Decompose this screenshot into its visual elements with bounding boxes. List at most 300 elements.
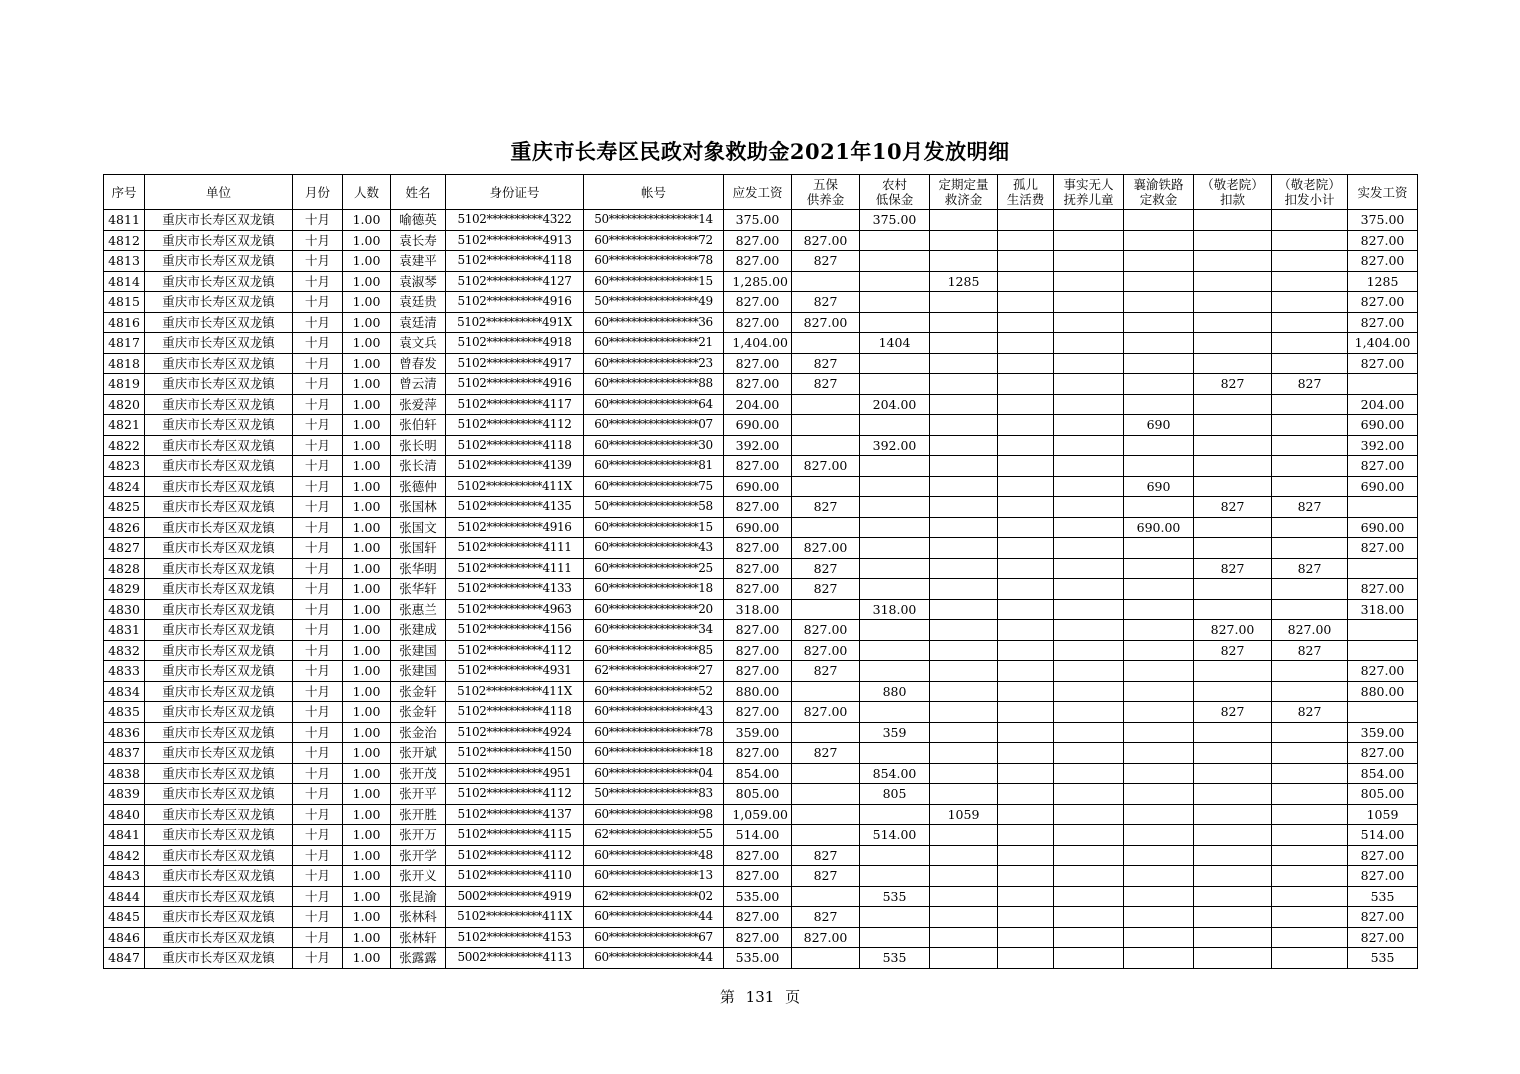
cell-dibao bbox=[860, 661, 930, 682]
cell-index: 4838 bbox=[104, 763, 145, 784]
cell-account: 60****************43 bbox=[584, 538, 724, 559]
cell-id-number: 5102**********4111 bbox=[446, 558, 584, 579]
cell-wage-paid: 827.00 bbox=[1348, 927, 1418, 948]
cell-dibao bbox=[860, 579, 930, 600]
cell-orphan bbox=[998, 210, 1054, 231]
cell-wubao bbox=[792, 722, 860, 743]
table-row bbox=[104, 456, 1418, 477]
cell-nursing-deduction bbox=[1194, 743, 1272, 764]
cell-account: 60****************85 bbox=[584, 640, 724, 661]
table-row bbox=[104, 866, 1418, 887]
cell-count: 1.00 bbox=[343, 886, 391, 907]
cell-account: 60****************81 bbox=[584, 456, 724, 477]
cell-index: 4822 bbox=[104, 435, 145, 456]
cell-index: 4827 bbox=[104, 538, 145, 559]
cell-account: 62****************02 bbox=[584, 886, 724, 907]
cell-month: 十月 bbox=[293, 620, 343, 641]
cell-name: 张金治 bbox=[391, 722, 446, 743]
cell-wage-due: 1,285.00 bbox=[724, 271, 792, 292]
cell-orphan bbox=[998, 353, 1054, 374]
cell-wage-due: 827.00 bbox=[724, 312, 792, 333]
cell-dingqi bbox=[930, 722, 998, 743]
table-row bbox=[104, 927, 1418, 948]
cell-xiangyu bbox=[1124, 497, 1194, 518]
cell-nursing-deduction: 827 bbox=[1194, 702, 1272, 723]
header-line1: 人数 bbox=[353, 184, 379, 200]
cell-xiangyu bbox=[1124, 456, 1194, 477]
cell-id-number: 5102**********4963 bbox=[446, 599, 584, 620]
cell-wage-due: 827.00 bbox=[724, 907, 792, 928]
cell-wage-due: 827.00 bbox=[724, 845, 792, 866]
cell-dingqi bbox=[930, 845, 998, 866]
cell-count: 1.00 bbox=[343, 640, 391, 661]
cell-dingqi bbox=[930, 784, 998, 805]
cell-id-number: 5002**********4113 bbox=[446, 948, 584, 969]
cell-dibao: 359 bbox=[860, 722, 930, 743]
cell-count: 1.00 bbox=[343, 394, 391, 415]
cell-id-number: 5102**********4150 bbox=[446, 743, 584, 764]
cell-month: 十月 bbox=[293, 702, 343, 723]
cell-month: 十月 bbox=[293, 435, 343, 456]
cell-index: 4818 bbox=[104, 353, 145, 374]
cell-unit: 重庆市长寿区双龙镇 bbox=[145, 804, 293, 825]
cell-id-number: 5102**********4118 bbox=[446, 702, 584, 723]
cell-orphan bbox=[998, 681, 1054, 702]
cell-unit: 重庆市长寿区双龙镇 bbox=[145, 374, 293, 395]
cell-xiangyu bbox=[1124, 271, 1194, 292]
cell-wage-due: 392.00 bbox=[724, 435, 792, 456]
cell-dingqi bbox=[930, 435, 998, 456]
cell-orphan bbox=[998, 743, 1054, 764]
cell-nursing-subtotal bbox=[1272, 476, 1348, 497]
cell-orphan bbox=[998, 476, 1054, 497]
cell-nursing-deduction bbox=[1194, 230, 1272, 251]
cell-wubao bbox=[792, 948, 860, 969]
cell-count: 1.00 bbox=[343, 312, 391, 333]
cell-unsupported-child bbox=[1054, 271, 1124, 292]
cell-unsupported-child bbox=[1054, 558, 1124, 579]
cell-month: 十月 bbox=[293, 456, 343, 477]
cell-xiangyu bbox=[1124, 763, 1194, 784]
cell-wage-paid: 535 bbox=[1348, 886, 1418, 907]
cell-dibao bbox=[860, 702, 930, 723]
cell-wubao bbox=[792, 415, 860, 436]
cell-orphan bbox=[998, 415, 1054, 436]
header-col-unit bbox=[145, 175, 293, 210]
cell-wage-paid: 318.00 bbox=[1348, 599, 1418, 620]
footer-prefix: 第 bbox=[719, 988, 735, 1006]
cell-id-number: 5102**********4112 bbox=[446, 415, 584, 436]
table-row bbox=[104, 353, 1418, 374]
cell-unit: 重庆市长寿区双龙镇 bbox=[145, 763, 293, 784]
header-col-dingqi bbox=[930, 175, 998, 210]
cell-nursing-subtotal: 827 bbox=[1272, 497, 1348, 518]
cell-id-number: 5102**********4931 bbox=[446, 661, 584, 682]
cell-name: 张林科 bbox=[391, 907, 446, 928]
cell-wubao: 827.00 bbox=[792, 312, 860, 333]
cell-index: 4828 bbox=[104, 558, 145, 579]
cell-count: 1.00 bbox=[343, 497, 391, 518]
cell-count: 1.00 bbox=[343, 763, 391, 784]
cell-wubao: 827 bbox=[792, 866, 860, 887]
table-row bbox=[104, 374, 1418, 395]
cell-month: 十月 bbox=[293, 271, 343, 292]
cell-xiangyu: 690.00 bbox=[1124, 517, 1194, 538]
cell-month: 十月 bbox=[293, 517, 343, 538]
cell-orphan bbox=[998, 866, 1054, 887]
cell-account: 50****************49 bbox=[584, 292, 724, 313]
cell-xiangyu bbox=[1124, 927, 1194, 948]
cell-wubao: 827.00 bbox=[792, 456, 860, 477]
cell-month: 十月 bbox=[293, 558, 343, 579]
cell-account: 60****************78 bbox=[584, 722, 724, 743]
cell-wage-due: 318.00 bbox=[724, 599, 792, 620]
cell-count: 1.00 bbox=[343, 722, 391, 743]
cell-unsupported-child bbox=[1054, 599, 1124, 620]
cell-wubao bbox=[792, 886, 860, 907]
cell-name: 曾春发 bbox=[391, 353, 446, 374]
table-row bbox=[104, 845, 1418, 866]
cell-nursing-deduction bbox=[1194, 271, 1272, 292]
cell-dibao bbox=[860, 271, 930, 292]
cell-dibao: 514.00 bbox=[860, 825, 930, 846]
cell-index: 4813 bbox=[104, 251, 145, 272]
cell-nursing-subtotal bbox=[1272, 456, 1348, 477]
cell-dingqi bbox=[930, 866, 998, 887]
cell-unit: 重庆市长寿区双龙镇 bbox=[145, 825, 293, 846]
header-line1: 五保 bbox=[812, 177, 838, 192]
cell-unit: 重庆市长寿区双龙镇 bbox=[145, 886, 293, 907]
cell-wage-paid: 690.00 bbox=[1348, 517, 1418, 538]
header-line2: 抚养儿童 bbox=[1063, 192, 1114, 207]
cell-index: 4821 bbox=[104, 415, 145, 436]
cell-wage-due: 827.00 bbox=[724, 374, 792, 395]
cell-orphan bbox=[998, 825, 1054, 846]
cell-month: 十月 bbox=[293, 374, 343, 395]
cell-id-number: 5002**********4919 bbox=[446, 886, 584, 907]
cell-unit: 重庆市长寿区双龙镇 bbox=[145, 640, 293, 661]
cell-wage-paid: 827.00 bbox=[1348, 456, 1418, 477]
cell-wage-paid bbox=[1348, 640, 1418, 661]
cell-wubao: 827.00 bbox=[792, 538, 860, 559]
cell-wage-due: 827.00 bbox=[724, 230, 792, 251]
cell-wage-due: 1,404.00 bbox=[724, 333, 792, 354]
cell-wubao: 827 bbox=[792, 353, 860, 374]
cell-unit: 重庆市长寿区双龙镇 bbox=[145, 866, 293, 887]
cell-nursing-subtotal bbox=[1272, 415, 1348, 436]
cell-wubao: 827.00 bbox=[792, 620, 860, 641]
cell-unsupported-child bbox=[1054, 825, 1124, 846]
cell-unsupported-child bbox=[1054, 620, 1124, 641]
cell-wage-paid: 535 bbox=[1348, 948, 1418, 969]
cell-unit: 重庆市长寿区双龙镇 bbox=[145, 333, 293, 354]
cell-name: 袁文兵 bbox=[391, 333, 446, 354]
cell-unit: 重庆市长寿区双龙镇 bbox=[145, 681, 293, 702]
table-row bbox=[104, 948, 1418, 969]
cell-unit: 重庆市长寿区双龙镇 bbox=[145, 517, 293, 538]
cell-account: 60****************98 bbox=[584, 804, 724, 825]
cell-wage-due: 827.00 bbox=[724, 353, 792, 374]
cell-unit: 重庆市长寿区双龙镇 bbox=[145, 722, 293, 743]
cell-dibao: 880 bbox=[860, 681, 930, 702]
cell-dingqi bbox=[930, 681, 998, 702]
cell-unsupported-child bbox=[1054, 251, 1124, 272]
cell-xiangyu bbox=[1124, 599, 1194, 620]
cell-wage-paid: 827.00 bbox=[1348, 538, 1418, 559]
cell-orphan bbox=[998, 886, 1054, 907]
cell-unit: 重庆市长寿区双龙镇 bbox=[145, 456, 293, 477]
cell-dingqi bbox=[930, 558, 998, 579]
cell-nursing-deduction bbox=[1194, 948, 1272, 969]
cell-id-number: 5102**********4913 bbox=[446, 230, 584, 251]
cell-unit: 重庆市长寿区双龙镇 bbox=[145, 415, 293, 436]
cell-month: 十月 bbox=[293, 927, 343, 948]
cell-dingqi bbox=[930, 394, 998, 415]
cell-index: 4841 bbox=[104, 825, 145, 846]
cell-account: 60****************15 bbox=[584, 517, 724, 538]
cell-wubao: 827 bbox=[792, 907, 860, 928]
header-col-wage-paid bbox=[1348, 175, 1418, 210]
cell-wage-due: 880.00 bbox=[724, 681, 792, 702]
cell-nursing-subtotal bbox=[1272, 292, 1348, 313]
cell-xiangyu bbox=[1124, 394, 1194, 415]
cell-index: 4842 bbox=[104, 845, 145, 866]
cell-dibao: 535 bbox=[860, 886, 930, 907]
cell-wubao bbox=[792, 599, 860, 620]
cell-dingqi bbox=[930, 230, 998, 251]
cell-account: 60****************52 bbox=[584, 681, 724, 702]
cell-index: 4844 bbox=[104, 886, 145, 907]
cell-nursing-deduction bbox=[1194, 251, 1272, 272]
cell-account: 60****************88 bbox=[584, 374, 724, 395]
cell-unsupported-child bbox=[1054, 702, 1124, 723]
page-number: 131 bbox=[745, 988, 775, 1006]
cell-month: 十月 bbox=[293, 743, 343, 764]
cell-dingqi bbox=[930, 640, 998, 661]
cell-wage-paid: 375.00 bbox=[1348, 210, 1418, 231]
cell-account: 60****************18 bbox=[584, 579, 724, 600]
cell-wage-paid: 204.00 bbox=[1348, 394, 1418, 415]
cell-nursing-deduction bbox=[1194, 661, 1272, 682]
cell-month: 十月 bbox=[293, 661, 343, 682]
cell-dingqi bbox=[930, 415, 998, 436]
cell-month: 十月 bbox=[293, 907, 343, 928]
cell-id-number: 5102**********411X bbox=[446, 907, 584, 928]
cell-unit: 重庆市长寿区双龙镇 bbox=[145, 271, 293, 292]
header-col-orphan bbox=[998, 175, 1054, 210]
cell-index: 4840 bbox=[104, 804, 145, 825]
cell-name: 张国文 bbox=[391, 517, 446, 538]
cell-account: 60****************64 bbox=[584, 394, 724, 415]
header-col-count bbox=[343, 175, 391, 210]
cell-dingqi bbox=[930, 333, 998, 354]
cell-count: 1.00 bbox=[343, 292, 391, 313]
cell-month: 十月 bbox=[293, 579, 343, 600]
table-row bbox=[104, 907, 1418, 928]
table-row bbox=[104, 702, 1418, 723]
cell-account: 62****************27 bbox=[584, 661, 724, 682]
cell-nursing-subtotal bbox=[1272, 681, 1348, 702]
cell-month: 十月 bbox=[293, 415, 343, 436]
cell-wubao bbox=[792, 763, 860, 784]
cell-nursing-deduction bbox=[1194, 804, 1272, 825]
cell-name: 张长清 bbox=[391, 456, 446, 477]
page-title: 重庆市长寿区民政对象救助金2021年10月发放明细 bbox=[510, 139, 1010, 164]
cell-nursing-deduction bbox=[1194, 353, 1272, 374]
cell-unsupported-child bbox=[1054, 456, 1124, 477]
cell-xiangyu bbox=[1124, 845, 1194, 866]
cell-nursing-subtotal bbox=[1272, 661, 1348, 682]
header-line2: 生活费 bbox=[1006, 192, 1045, 207]
table-row bbox=[104, 558, 1418, 579]
header-line1: （敬老院） bbox=[1278, 177, 1341, 192]
cell-dibao bbox=[860, 866, 930, 887]
cell-month: 十月 bbox=[293, 866, 343, 887]
cell-dibao bbox=[860, 353, 930, 374]
header-line1: 序号 bbox=[111, 184, 137, 200]
cell-xiangyu bbox=[1124, 374, 1194, 395]
cell-orphan bbox=[998, 702, 1054, 723]
cell-nursing-subtotal bbox=[1272, 599, 1348, 620]
cell-xiangyu bbox=[1124, 948, 1194, 969]
cell-wage-due: 827.00 bbox=[724, 558, 792, 579]
cell-xiangyu bbox=[1124, 804, 1194, 825]
cell-nursing-subtotal bbox=[1272, 743, 1348, 764]
cell-nursing-deduction bbox=[1194, 866, 1272, 887]
cell-wage-paid: 1285 bbox=[1348, 271, 1418, 292]
cell-unit: 重庆市长寿区双龙镇 bbox=[145, 353, 293, 374]
cell-id-number: 5102**********4112 bbox=[446, 845, 584, 866]
cell-xiangyu bbox=[1124, 886, 1194, 907]
cell-wage-due: 535.00 bbox=[724, 886, 792, 907]
cell-account: 60****************20 bbox=[584, 599, 724, 620]
cell-id-number: 5102**********4153 bbox=[446, 927, 584, 948]
cell-unit: 重庆市长寿区双龙镇 bbox=[145, 538, 293, 559]
cell-dibao: 1404 bbox=[860, 333, 930, 354]
cell-id-number: 5102**********4924 bbox=[446, 722, 584, 743]
cell-nursing-subtotal bbox=[1272, 866, 1348, 887]
cell-unsupported-child bbox=[1054, 804, 1124, 825]
cell-dingqi bbox=[930, 763, 998, 784]
cell-nursing-deduction bbox=[1194, 907, 1272, 928]
cell-wage-due: 827.00 bbox=[724, 620, 792, 641]
cell-unsupported-child bbox=[1054, 230, 1124, 251]
cell-dibao bbox=[860, 620, 930, 641]
cell-month: 十月 bbox=[293, 599, 343, 620]
cell-dibao bbox=[860, 374, 930, 395]
cell-unit: 重庆市长寿区双龙镇 bbox=[145, 230, 293, 251]
table-row bbox=[104, 620, 1418, 641]
cell-dingqi bbox=[930, 579, 998, 600]
cell-nursing-deduction bbox=[1194, 292, 1272, 313]
cell-wage-due: 827.00 bbox=[724, 497, 792, 518]
cell-count: 1.00 bbox=[343, 538, 391, 559]
cell-count: 1.00 bbox=[343, 661, 391, 682]
cell-wage-due: 827.00 bbox=[724, 702, 792, 723]
cell-wage-paid: 392.00 bbox=[1348, 435, 1418, 456]
cell-orphan bbox=[998, 312, 1054, 333]
cell-wage-due: 827.00 bbox=[724, 743, 792, 764]
cell-wubao bbox=[792, 271, 860, 292]
table-row bbox=[104, 763, 1418, 784]
cell-id-number: 5102**********4111 bbox=[446, 538, 584, 559]
cell-account: 60****************67 bbox=[584, 927, 724, 948]
header-line1: 事实无人 bbox=[1063, 177, 1114, 192]
cell-name: 张国林 bbox=[391, 497, 446, 518]
cell-nursing-deduction bbox=[1194, 394, 1272, 415]
cell-name: 张建国 bbox=[391, 661, 446, 682]
cell-id-number: 5102**********4139 bbox=[446, 456, 584, 477]
cell-wage-due: 805.00 bbox=[724, 784, 792, 805]
cell-unit: 重庆市长寿区双龙镇 bbox=[145, 661, 293, 682]
cell-xiangyu bbox=[1124, 907, 1194, 928]
cell-wubao: 827 bbox=[792, 743, 860, 764]
cell-wage-paid: 827.00 bbox=[1348, 907, 1418, 928]
cell-unsupported-child bbox=[1054, 292, 1124, 313]
cell-count: 1.00 bbox=[343, 845, 391, 866]
cell-orphan bbox=[998, 456, 1054, 477]
cell-count: 1.00 bbox=[343, 374, 391, 395]
cell-dibao bbox=[860, 517, 930, 538]
cell-unsupported-child bbox=[1054, 845, 1124, 866]
cell-unsupported-child bbox=[1054, 681, 1124, 702]
page-footer bbox=[0, 986, 1520, 1007]
table-row bbox=[104, 661, 1418, 682]
cell-dingqi bbox=[930, 743, 998, 764]
cell-name: 张昆渝 bbox=[391, 886, 446, 907]
cell-unit: 重庆市长寿区双龙镇 bbox=[145, 312, 293, 333]
cell-name: 张华明 bbox=[391, 558, 446, 579]
header-line2: 供养金 bbox=[806, 192, 845, 207]
cell-nursing-deduction bbox=[1194, 579, 1272, 600]
cell-unsupported-child bbox=[1054, 210, 1124, 231]
cell-wage-paid: 827.00 bbox=[1348, 230, 1418, 251]
cell-nursing-deduction bbox=[1194, 476, 1272, 497]
cell-dingqi bbox=[930, 251, 998, 272]
cell-unit: 重庆市长寿区双龙镇 bbox=[145, 599, 293, 620]
cell-nursing-deduction bbox=[1194, 845, 1272, 866]
cell-nursing-deduction: 827 bbox=[1194, 640, 1272, 661]
header-line1: 单位 bbox=[205, 184, 231, 200]
cell-nursing-subtotal bbox=[1272, 271, 1348, 292]
cell-xiangyu bbox=[1124, 784, 1194, 805]
cell-id-number: 5102**********4127 bbox=[446, 271, 584, 292]
cell-nursing-deduction bbox=[1194, 210, 1272, 231]
cell-wage-due: 514.00 bbox=[724, 825, 792, 846]
cell-dibao: 805 bbox=[860, 784, 930, 805]
cell-index: 4824 bbox=[104, 476, 145, 497]
cell-id-number: 5102**********4117 bbox=[446, 394, 584, 415]
cell-wage-paid bbox=[1348, 497, 1418, 518]
table-row bbox=[104, 743, 1418, 764]
cell-orphan bbox=[998, 845, 1054, 866]
cell-dibao bbox=[860, 230, 930, 251]
cell-unit: 重庆市长寿区双龙镇 bbox=[145, 476, 293, 497]
cell-wubao bbox=[792, 681, 860, 702]
header-line2: 扣款 bbox=[1219, 192, 1245, 207]
cell-unsupported-child bbox=[1054, 661, 1124, 682]
cell-dibao bbox=[860, 927, 930, 948]
header-line1: 姓名 bbox=[405, 184, 431, 200]
cell-month: 十月 bbox=[293, 763, 343, 784]
cell-wage-paid bbox=[1348, 374, 1418, 395]
cell-orphan bbox=[998, 640, 1054, 661]
cell-wubao bbox=[792, 394, 860, 415]
cell-wubao: 827 bbox=[792, 374, 860, 395]
cell-nursing-deduction bbox=[1194, 415, 1272, 436]
cell-index: 4837 bbox=[104, 743, 145, 764]
cell-name: 袁廷清 bbox=[391, 312, 446, 333]
